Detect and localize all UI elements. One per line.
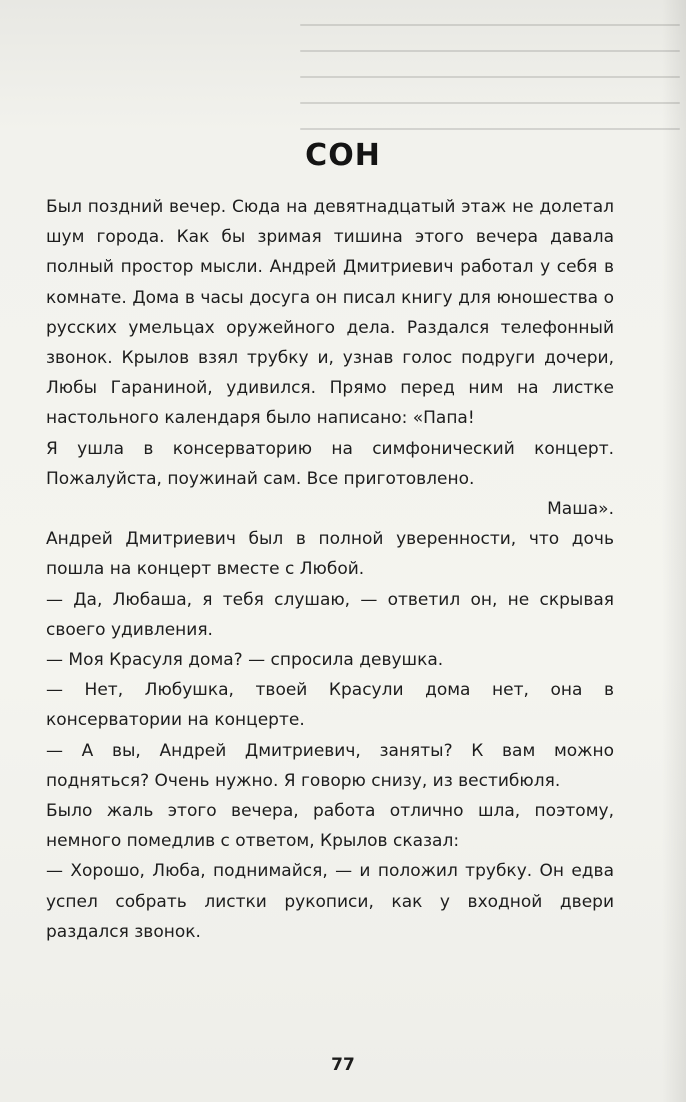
show-through-line (300, 50, 680, 52)
paragraph: Был поздний вечер. Сюда на девятнадцатый этаж не долетал шум города. Как бы зримая тишина этого вечера давала полный простор мысли. Андрей Дмитриевич работал у себя в комнате. Дома в часы досуга он писал книгу для юношества о русских умельцах оружейного дела. Раздался телефонный звонок. Крылов взял трубку и, узнав голос подруги дочери, Любы Гараниной, удивился. Прямо перед ним на листке настольного календаря было написано: «Папа! (46, 197, 614, 429)
page-edge-shadow (662, 0, 686, 1102)
paragraph: — А вы, Андрей Дмитриевич, заняты? К вам можно подняться? Очень нужно. Я говорю снизу, из вестибюля. (46, 740, 614, 791)
page-number: 77 (331, 1055, 355, 1075)
show-through-line (300, 128, 680, 130)
show-through-line (300, 76, 680, 78)
show-through-text (300, 0, 680, 150)
chapter-body (46, 192, 614, 947)
paragraph: — Нет, Любушка, твоей Красули дома нет, она в консерватории на концерте. (46, 680, 614, 731)
paragraph: Андрей Дмитриевич был в полной уверенности, что дочь пошла на концерт вместе с Любой. (46, 529, 614, 580)
chapter-title: СОН (305, 138, 381, 173)
paragraph: Было жаль этого вечера, работа отлично шла, поэтому, немного помедлив с ответом, Крылов сказал: (46, 801, 614, 852)
show-through-line (300, 102, 680, 104)
paragraph: Я ушла в консерваторию на симфонический концерт. Пожалуйста, поужинай сам. Все приготовлено. (46, 438, 614, 489)
note-signature: Маша». (547, 499, 614, 520)
paragraph: — Да, Любаша, я тебя слушаю, — ответил он, не скрывая своего удивления. (46, 589, 614, 640)
paragraph: — Моя Красуля дома? — спросила девушка. (46, 650, 444, 671)
show-through-line (300, 24, 680, 26)
paragraph: — Хорошо, Люба, поднимайся, — и положил трубку. Он едва успел собрать листки рукописи, как у входной двери раздался звонок. (46, 861, 614, 942)
